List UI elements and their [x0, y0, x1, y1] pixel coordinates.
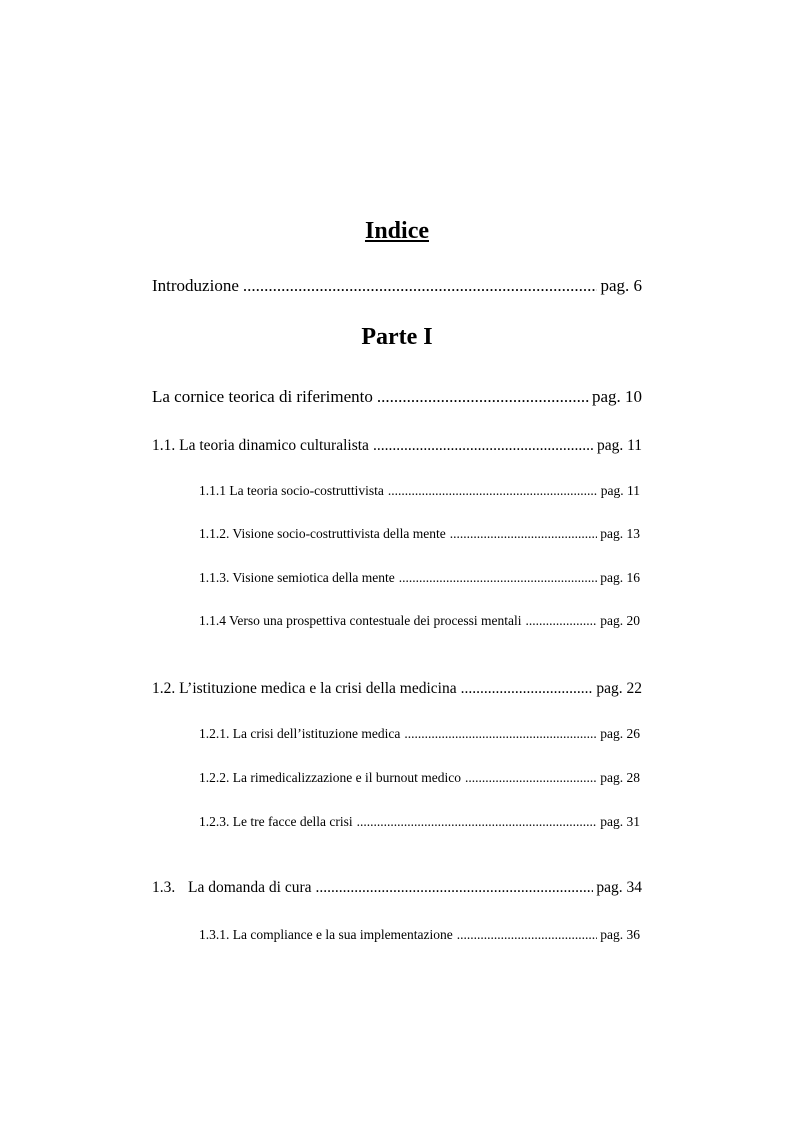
dot-leader [357, 814, 598, 830]
toc-entry-page: pag. 22 [596, 680, 642, 697]
toc-entry-page: pag. 6 [600, 276, 642, 295]
toc-entry-1-2-3[interactable] [199, 814, 640, 830]
dot-leader [404, 726, 597, 742]
toc-entry-introduzione[interactable] [152, 276, 642, 296]
dot-leader [461, 680, 594, 698]
toc-entry-label: 1.1.2. Visione socio-costruttivista della mente [199, 526, 446, 541]
dot-leader [450, 526, 597, 542]
dot-leader [526, 613, 598, 629]
toc-entry-1-1[interactable] [152, 437, 642, 455]
dot-leader [373, 437, 594, 455]
toc-entry-1-1-1[interactable] [199, 483, 640, 499]
part-heading: Parte I [361, 324, 433, 350]
toc-entry-1-1-3[interactable] [199, 570, 640, 586]
toc-entry-1-1-4[interactable] [199, 613, 640, 629]
toc-entry-1-2-2[interactable] [199, 770, 640, 786]
toc-entry-text: La domanda di cura [188, 879, 312, 896]
toc-entry-1-2[interactable] [152, 680, 642, 698]
toc-entry-label: 1.1. La teoria dinamico culturalista [152, 437, 369, 454]
page-title: Indice [364, 218, 429, 244]
toc-entry-label: 1.2.2. La rimedicalizzazione e il burnout medico [199, 770, 462, 785]
toc-entry-page: pag. 36 [600, 927, 640, 942]
toc-entry-page: pag. 11 [600, 483, 640, 498]
toc-entry-label: 1.1.1 La teoria socio-costruttivista [199, 483, 384, 498]
toc-entry-1-3[interactable] [152, 879, 642, 897]
dot-leader [388, 483, 598, 499]
toc-entry-1-2-1[interactable] [199, 726, 640, 742]
toc-entry-page: pag. 13 [600, 526, 640, 541]
dot-leader [465, 770, 597, 786]
toc-entry-page: pag. 34 [596, 879, 642, 896]
toc-entry-page: pag. 28 [600, 770, 640, 785]
toc-entry-label: La cornice teorica di riferimento [152, 387, 373, 406]
toc-entry-1-3-1[interactable] [199, 927, 640, 943]
dot-leader [243, 276, 598, 296]
dot-leader [457, 927, 597, 943]
toc-entry-label [152, 879, 312, 897]
toc-entry-label: 1.1.4 Verso una prospettiva contestuale dei processi mentali [199, 613, 522, 628]
toc-entry-label: 1.1.3. Visione semiotica della mente [199, 570, 395, 585]
dot-leader [399, 570, 597, 586]
toc-entry-page: pag. 10 [591, 387, 642, 406]
toc-entry-number: 1.3. [152, 879, 176, 896]
toc-entry-1-1-2[interactable] [199, 526, 640, 542]
toc-entry-page: pag. 20 [600, 613, 640, 628]
toc-entry-label: Introduzione [152, 276, 239, 295]
dot-leader [377, 387, 589, 407]
toc-entry-page: pag. 31 [600, 814, 640, 829]
toc-entry-page: pag. 26 [600, 726, 640, 741]
dot-leader [316, 879, 594, 897]
toc-entry-label: 1.2.1. La crisi dell’istituzione medica [199, 726, 401, 741]
toc-entry-page: pag. 16 [600, 570, 640, 585]
toc-entry-label: 1.2.3. Le tre facce della crisi [199, 814, 353, 829]
toc-entry-page: pag. 11 [596, 437, 642, 454]
toc-entry-cornice-teorica[interactable] [152, 387, 642, 407]
toc-entry-label: 1.2. L’istituzione medica e la crisi della medicina [152, 680, 457, 697]
toc-entry-label: 1.3.1. La compliance e la sua implementazione [199, 927, 453, 942]
